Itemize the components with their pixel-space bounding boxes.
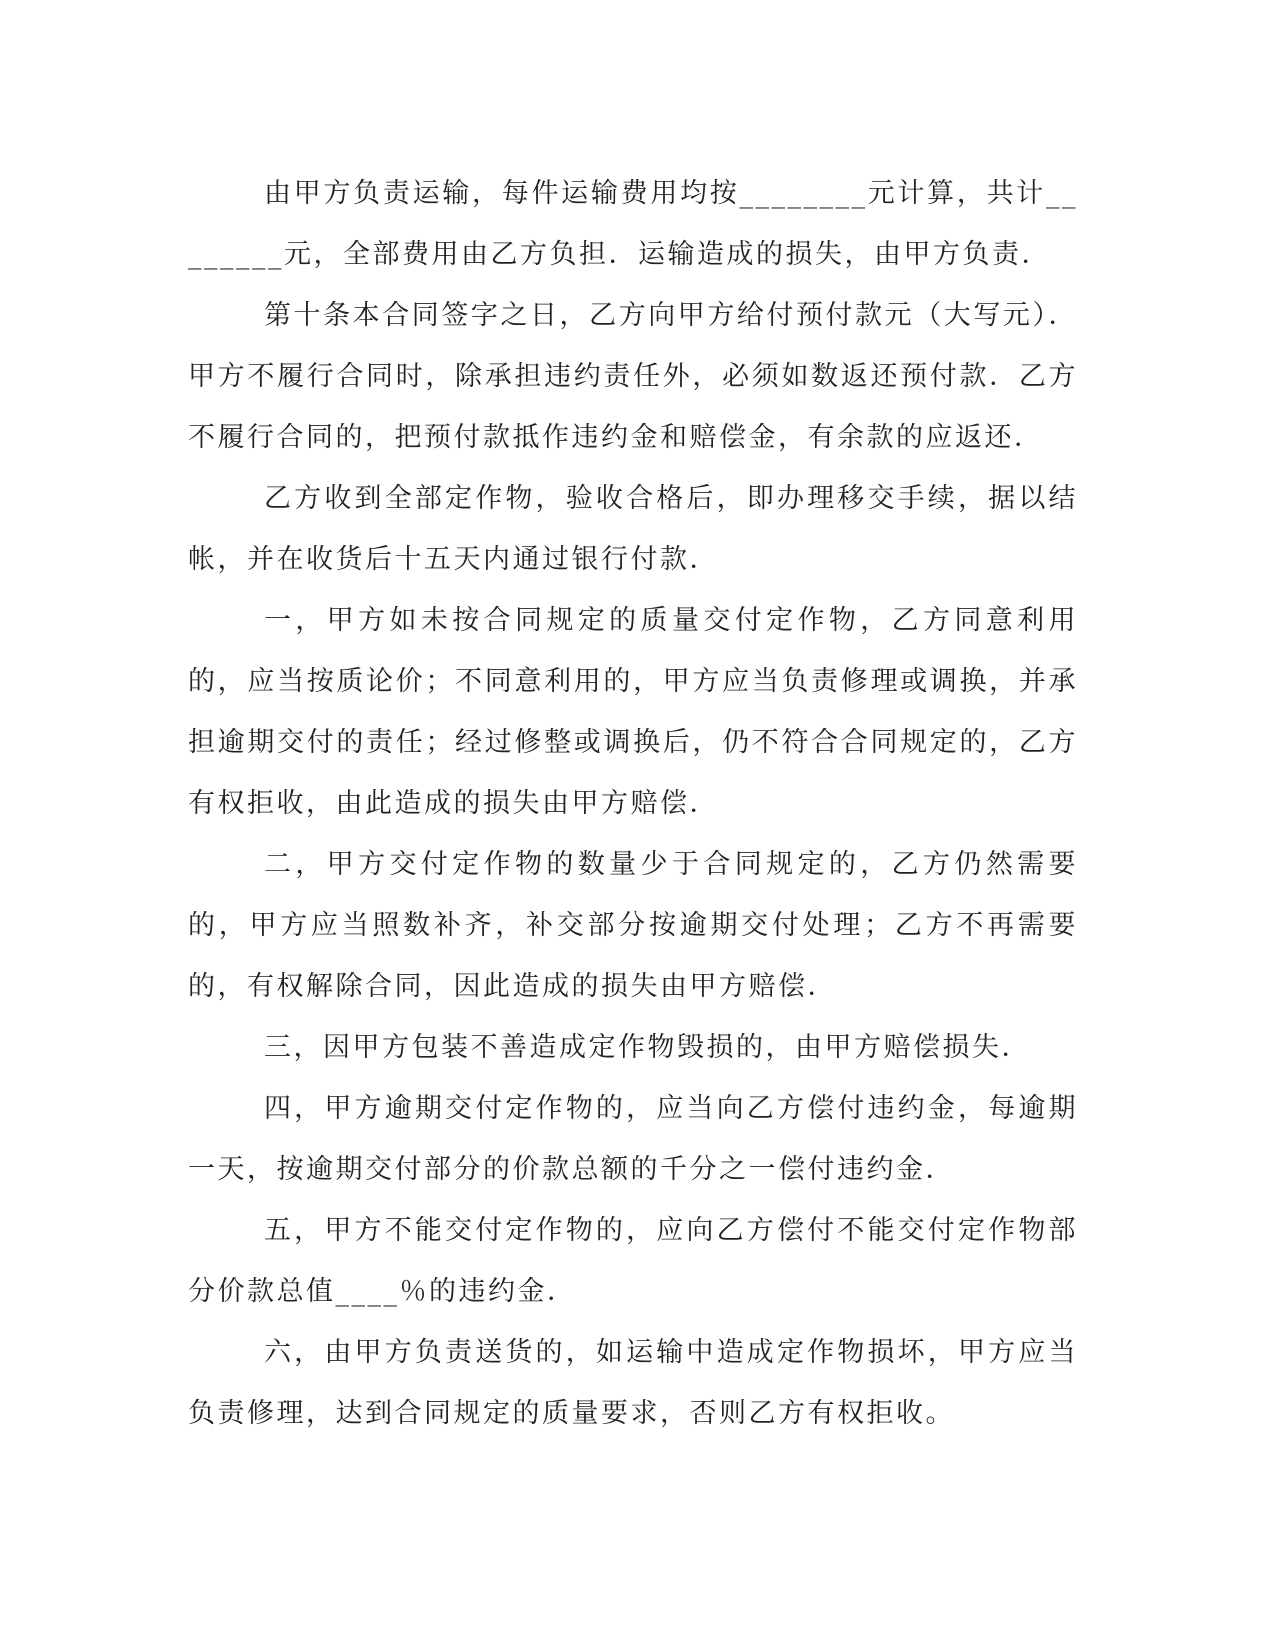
- paragraph-article-ten: 第十条本合同签字之日，乙方向甲方给付预付款元（大写元）．甲方不履行合同时，除承担违约责任外，必须如数返还预付款．乙方不履行合同的，把预付款抵作违约金和赔偿金，有余款的应返还．: [188, 300, 1078, 453]
- paragraph-item-one: 一，甲方如未按合同规定的质量交付定作物，乙方同意利用的，应当按质论价；不同意利用的，甲方应当负责修理或调换，并承担逾期交付的责任；经过修整或调换后，仍不符合合同规定的，乙方有权拒收，由此造成的损失由甲方赔偿．: [188, 605, 1078, 819]
- paragraph-item-five: 五，甲方不能交付定作物的，应向乙方偿付不能交付定作物部分价款总值____％的违约金．: [188, 1215, 1078, 1307]
- paragraph-settlement: 乙方收到全部定作物，验收合格后，即办理移交手续，据以结帐，并在收货后十五天内通过银行付款．: [188, 483, 1078, 575]
- paragraph-item-two: 二，甲方交付定作物的数量少于合同规定的，乙方仍然需要的，甲方应当照数补齐，补交部分按逾期交付处理；乙方不再需要的，有权解除合同，因此造成的损失由甲方赔偿．: [188, 849, 1078, 1002]
- paragraph-transport: 由甲方负责运输，每件运输费用均按________元计算，共计________元，全部费用由乙方负担．运输造成的损失，由甲方负责．: [188, 178, 1078, 270]
- paragraph-item-six: 六，由甲方负责送货的，如运输中造成定作物损坏，甲方应当负责修理，达到合同规定的质量要求，否则乙方有权拒收。: [188, 1337, 1078, 1429]
- document-body: [188, 163, 1078, 1444]
- paragraph-item-three: 三，因甲方包装不善造成定作物毁损的，由甲方赔偿损失．: [264, 1032, 1031, 1063]
- paragraph-item-four: 四，甲方逾期交付定作物的，应当向乙方偿付违约金，每逾期一天，按逾期交付部分的价款总额的千分之一偿付违约金．: [188, 1093, 1078, 1185]
